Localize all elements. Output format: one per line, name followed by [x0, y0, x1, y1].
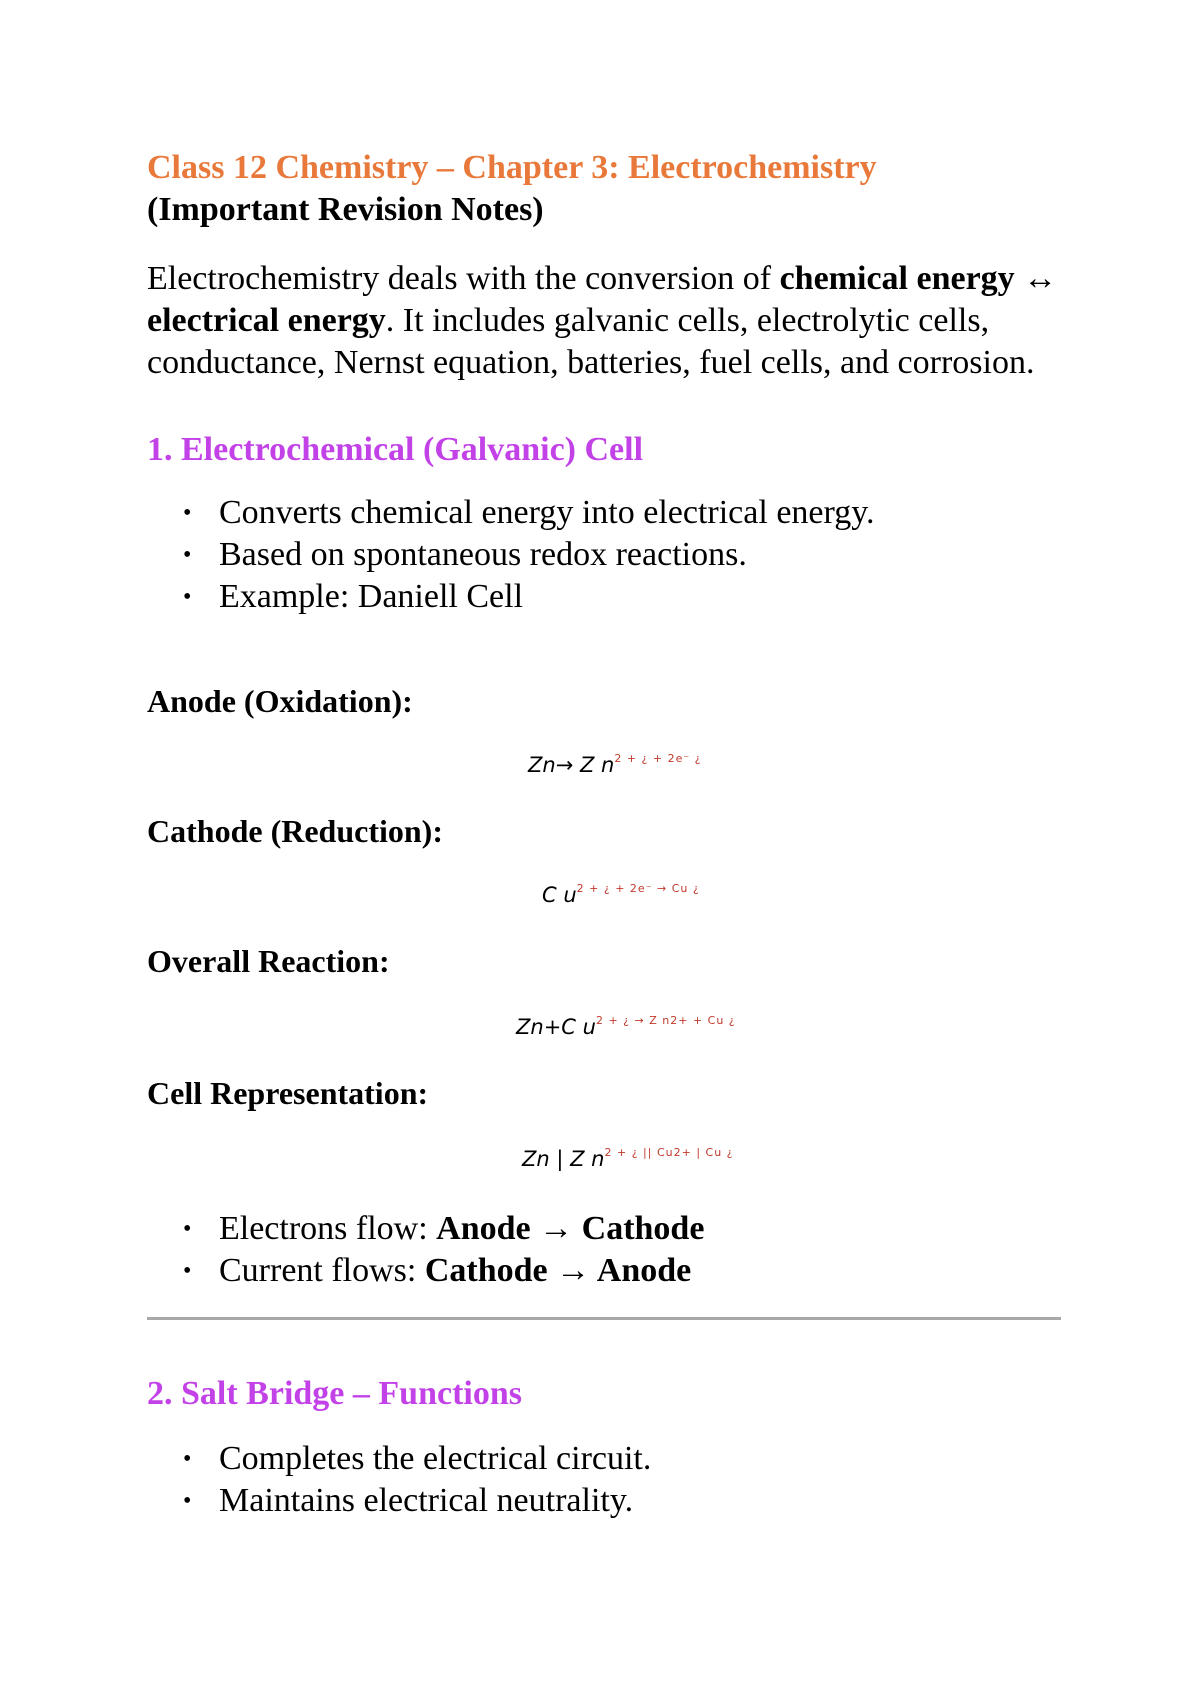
intro-text-1: Electrochemistry deals with the conversion of: [147, 260, 780, 297]
bullet-text: Converts chemical energy into electrical energy.: [219, 494, 875, 531]
cell-representation-label: Cell Representation:: [147, 1075, 429, 1111]
document-title: Class 12 Chemistry – Chapter 3: Electrochemistry: [147, 149, 877, 186]
equation-base: Zn→ Z n: [528, 753, 615, 777]
section-1-bullet-list: [147, 492, 875, 618]
document-subtitle: (Important Revision Notes): [147, 191, 544, 228]
list-item: [147, 534, 875, 576]
equation-base: Zn | Z n: [522, 1147, 605, 1171]
anode-equation: [528, 752, 702, 777]
bullet-icon: •: [183, 1258, 192, 1284]
section-divider: [147, 1317, 1061, 1320]
equation-superscript: 2 + ¿ + 2e⁻ → Cu ¿: [576, 882, 700, 895]
intro-bold-phrase: chemical energy ↔ electrical energy: [147, 260, 1058, 339]
equation-superscript: 2 + ¿ || Cu2+ | Cu ¿: [604, 1146, 734, 1159]
bullet-icon: •: [183, 1446, 192, 1472]
anode-label: Anode (Oxidation):: [147, 683, 413, 719]
section-2-heading: 2. Salt Bridge – Functions: [147, 1375, 522, 1412]
bullet-text: Based on spontaneous redox reactions.: [219, 536, 747, 573]
overall-equation: [516, 1014, 736, 1039]
list-item: [147, 576, 875, 618]
flow-label: Electrons flow:: [219, 1210, 437, 1247]
bullet-text: Maintains electrical neutrality.: [219, 1482, 634, 1519]
flow-value: Anode → Cathode: [436, 1210, 705, 1247]
bullet-text: Completes the electrical circuit.: [219, 1440, 652, 1477]
list-item: [147, 1250, 704, 1292]
bullet-icon: •: [183, 500, 192, 526]
cell-representation-equation: [522, 1146, 734, 1171]
cathode-equation: [542, 882, 700, 907]
bullet-icon: •: [183, 1216, 192, 1242]
list-item: [147, 1438, 651, 1480]
intro-paragraph: [147, 258, 1077, 384]
bullet-icon: •: [183, 584, 192, 610]
intro-text-2: . It includes galvanic cells, electrolytic cells, conductance, Nernst equation, batteries, fuel cells, and corrosion.: [147, 302, 1035, 381]
list-item: [147, 1208, 704, 1250]
equation-base: C u: [542, 883, 577, 907]
section-1-heading: 1. Electrochemical (Galvanic) Cell: [147, 431, 644, 468]
equation-superscript: 2 + ¿ → Z n2+ + Cu ¿: [595, 1014, 736, 1027]
section-2-bullet-list: [147, 1438, 651, 1522]
list-item: [147, 492, 875, 534]
bullet-icon: •: [183, 542, 192, 568]
bullet-text: Example: Daniell Cell: [219, 578, 524, 615]
equation-base: Zn+C u: [516, 1015, 596, 1039]
overall-reaction-label: Overall Reaction:: [147, 943, 390, 979]
list-item: [147, 1480, 651, 1522]
flow-direction-list: [147, 1208, 704, 1292]
equation-superscript: 2 + ¿ + 2e⁻ ¿: [614, 752, 702, 765]
bullet-icon: •: [183, 1488, 192, 1514]
cathode-label: Cathode (Reduction):: [147, 813, 443, 849]
flow-label: Current flows:: [219, 1252, 425, 1289]
flow-value: Cathode → Anode: [424, 1252, 692, 1289]
